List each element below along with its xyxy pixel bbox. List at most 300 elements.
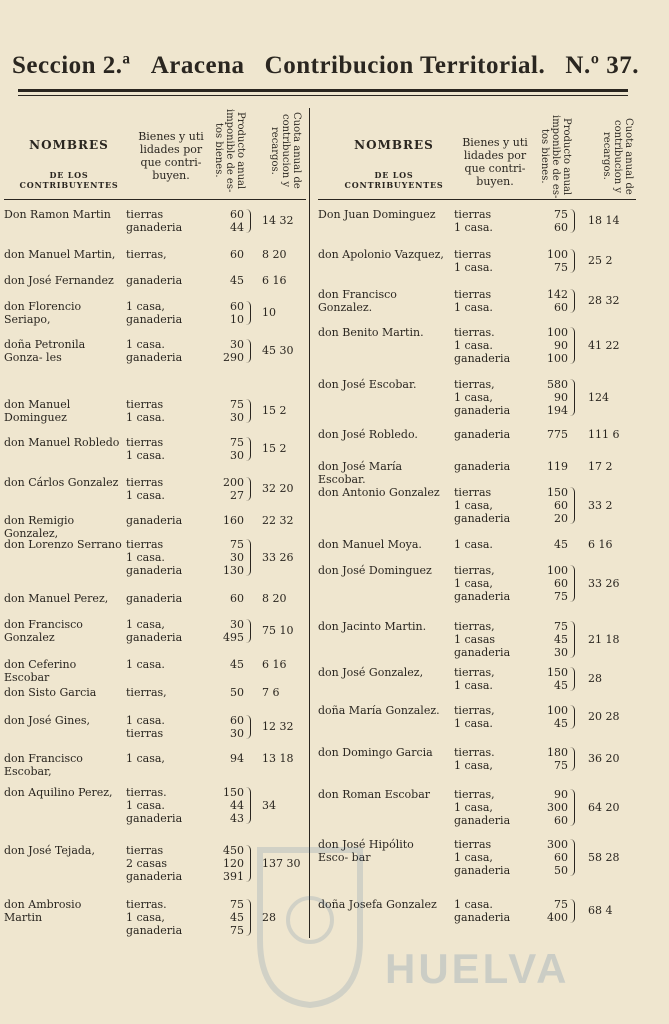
product-value: 400 bbox=[547, 911, 568, 924]
contributor-name: don José Hipólito Esco- bar bbox=[318, 838, 414, 864]
asset-list bbox=[126, 898, 182, 937]
cuota-value: 33 26 bbox=[262, 550, 294, 564]
asset-list bbox=[126, 208, 182, 234]
cuota-value: 22 32 bbox=[262, 513, 294, 527]
header-producto-right: Producto anual imponible de es- tos bienes. bbox=[539, 114, 572, 199]
table-row bbox=[4, 208, 306, 238]
brace bbox=[570, 789, 575, 826]
product-values bbox=[208, 248, 244, 261]
product-values bbox=[208, 658, 244, 671]
product-value: 194 bbox=[547, 404, 568, 417]
table-row bbox=[318, 459, 636, 486]
table-row bbox=[318, 538, 636, 555]
table-row bbox=[4, 300, 306, 330]
brace bbox=[246, 437, 251, 461]
asset-list bbox=[126, 476, 165, 502]
contributor-name: don Manuel Martin, bbox=[4, 248, 116, 261]
asset-item: tierras. bbox=[454, 746, 495, 759]
contributor-name: don José Gonzalez, bbox=[318, 666, 424, 679]
archive-stamp bbox=[250, 830, 370, 1010]
product-values bbox=[532, 898, 568, 924]
product-value: 30 bbox=[230, 618, 244, 631]
asset-item: 1 casa. bbox=[126, 449, 165, 462]
product-values bbox=[208, 398, 244, 424]
cuota-value: 28 bbox=[262, 910, 276, 924]
product-values bbox=[208, 208, 244, 234]
asset-item: 1 casa, bbox=[454, 499, 493, 512]
product-values bbox=[532, 788, 568, 827]
asset-list bbox=[126, 714, 165, 740]
product-value: 45 bbox=[554, 538, 568, 551]
header-nombres-right: NOMBRES DE LOS CONTRIBUYENTES bbox=[344, 138, 444, 190]
brace bbox=[246, 209, 251, 233]
asset-item: tierras bbox=[126, 476, 164, 489]
product-values bbox=[532, 838, 568, 877]
brace bbox=[246, 787, 251, 824]
title-numero: N.º 37. bbox=[565, 52, 639, 79]
asset-item: tierras bbox=[126, 727, 164, 740]
title-pueblo: Aracena bbox=[150, 52, 245, 79]
asset-list bbox=[454, 486, 510, 525]
table-row bbox=[4, 686, 306, 703]
product-values bbox=[208, 436, 244, 462]
header-rule-right bbox=[318, 199, 636, 200]
product-value: 60 bbox=[554, 814, 568, 827]
product-value: 300 bbox=[547, 838, 568, 851]
product-value: 60 bbox=[554, 577, 568, 590]
asset-item: tierras bbox=[454, 208, 492, 221]
asset-item: 1 casa, bbox=[126, 618, 165, 631]
asset-item: 1 casa. bbox=[454, 221, 493, 234]
product-value: 75 bbox=[230, 538, 244, 551]
asset-item: ganaderia bbox=[126, 631, 183, 644]
contributor-name: doña Petronila Gonza- les bbox=[4, 338, 86, 364]
contributor-name: don Manuel Moya. bbox=[318, 538, 422, 551]
asset-list bbox=[454, 378, 510, 417]
product-values bbox=[532, 486, 568, 525]
brace bbox=[570, 565, 575, 602]
brace bbox=[570, 249, 575, 273]
product-values bbox=[208, 686, 244, 699]
product-value: 30 bbox=[230, 551, 244, 564]
brace bbox=[570, 289, 575, 313]
asset-item: ganaderia bbox=[126, 351, 183, 364]
asset-item: tierras. bbox=[126, 898, 167, 911]
contributor-name: don José Tejada, bbox=[4, 844, 95, 857]
asset-item: ganaderia bbox=[454, 646, 511, 659]
contributor-name: don Manuel Robledo bbox=[4, 436, 120, 449]
table-row bbox=[318, 208, 636, 238]
asset-item: 1 casa, bbox=[454, 577, 493, 590]
contributor-name: don Antonio Gonzalez bbox=[318, 486, 440, 499]
asset-item: ganaderia bbox=[126, 812, 183, 825]
contributor-name: don Benito Martin. bbox=[318, 326, 424, 339]
product-value: 50 bbox=[554, 864, 568, 877]
contributor-name: don Manuel Perez, bbox=[4, 592, 109, 605]
asset-list bbox=[126, 786, 182, 825]
asset-item: ganaderia bbox=[126, 274, 183, 287]
contributor-name: don Manuel Dominguez bbox=[4, 398, 71, 424]
asset-item: tierras bbox=[454, 838, 492, 851]
asset-item: ganaderia bbox=[126, 870, 183, 883]
asset-item: ganaderia bbox=[126, 564, 183, 577]
cuota-value: 34 bbox=[262, 798, 276, 812]
asset-list bbox=[126, 300, 182, 326]
cuota-value: 13 18 bbox=[262, 751, 294, 765]
asset-item: 2 casas bbox=[126, 857, 168, 870]
asset-item: ganaderia bbox=[126, 924, 183, 937]
contributor-name: don Francisco Gonzalez. bbox=[318, 288, 397, 314]
product-value: 75 bbox=[554, 208, 568, 221]
product-value: 100 bbox=[547, 248, 568, 261]
contributor-name: don José María Escobar. bbox=[318, 460, 403, 486]
cuota-value: 10 bbox=[262, 306, 276, 319]
product-values bbox=[208, 300, 244, 326]
contributor-name: don Ceferino Escobar bbox=[4, 658, 77, 684]
asset-item: tierras, bbox=[454, 620, 495, 633]
product-value: 75 bbox=[554, 620, 568, 633]
product-values bbox=[532, 564, 568, 603]
product-values bbox=[208, 338, 244, 364]
product-value: 60 bbox=[230, 714, 244, 727]
asset-list bbox=[126, 752, 165, 765]
header-cuota: Cuota anual de contribucion y recargos. bbox=[269, 112, 302, 189]
brace bbox=[246, 339, 251, 363]
contributor-name: don Sisto Garcia bbox=[4, 686, 97, 699]
asset-list bbox=[126, 248, 167, 261]
asset-list bbox=[126, 686, 167, 699]
product-value: 60 bbox=[230, 208, 244, 221]
brace bbox=[570, 487, 575, 524]
product-values bbox=[208, 752, 244, 765]
product-values bbox=[532, 666, 568, 692]
table-row bbox=[318, 788, 636, 831]
product-value: 75 bbox=[230, 436, 244, 449]
asset-list bbox=[126, 514, 182, 527]
asset-list bbox=[126, 538, 182, 577]
cuota-value: 25 2 bbox=[588, 254, 613, 267]
product-values bbox=[208, 592, 244, 605]
asset-item: 1 casa. bbox=[454, 301, 493, 314]
asset-item: ganaderia bbox=[126, 221, 183, 234]
cuota-value: 20 28 bbox=[588, 710, 620, 723]
asset-item: tierras bbox=[126, 436, 164, 449]
asset-item: 1 casa. bbox=[126, 714, 165, 727]
brace bbox=[570, 621, 575, 658]
product-value: 75 bbox=[230, 398, 244, 411]
product-values bbox=[208, 514, 244, 527]
contributor-name: don Cárlos Gonzalez bbox=[4, 476, 119, 489]
table-row bbox=[4, 436, 306, 466]
cuota-value: 18 14 bbox=[588, 214, 620, 227]
asset-item: tierras, bbox=[126, 686, 167, 699]
product-value: 775 bbox=[547, 428, 568, 441]
cuota-value: 6 16 bbox=[262, 657, 287, 671]
asset-list bbox=[126, 844, 182, 883]
product-value: 30 bbox=[230, 338, 244, 351]
asset-list bbox=[454, 564, 510, 603]
cuota-value: 33 26 bbox=[588, 576, 620, 590]
table-row bbox=[318, 746, 636, 776]
product-value: 45 bbox=[230, 274, 244, 287]
asset-list bbox=[454, 428, 510, 441]
title-contribucion: Contribucion Territorial. bbox=[264, 52, 546, 79]
product-values bbox=[208, 274, 244, 287]
cuota-value: 17 2 bbox=[588, 459, 613, 473]
title-rule bbox=[18, 89, 628, 92]
product-values bbox=[532, 428, 568, 441]
brace bbox=[246, 715, 251, 739]
product-value: 495 bbox=[223, 631, 244, 644]
asset-item: ganaderia bbox=[454, 911, 511, 924]
cuota-value: 68 4 bbox=[588, 904, 613, 917]
product-value: 60 bbox=[554, 851, 568, 864]
product-value: 150 bbox=[223, 786, 244, 799]
product-values bbox=[532, 208, 568, 234]
contributor-name: don Francisco Escobar, bbox=[4, 752, 83, 778]
asset-item: ganaderia bbox=[454, 404, 511, 417]
asset-list bbox=[126, 658, 165, 671]
asset-item: tierras bbox=[454, 248, 492, 261]
asset-item: tierras bbox=[126, 844, 164, 857]
product-value: 30 bbox=[230, 411, 244, 424]
asset-list bbox=[126, 592, 182, 605]
product-value: 100 bbox=[547, 352, 568, 365]
asset-list bbox=[454, 704, 495, 730]
table-row bbox=[4, 274, 306, 291]
watermark-text: HUELVA bbox=[385, 945, 570, 992]
product-values bbox=[208, 538, 244, 577]
table-row bbox=[4, 751, 306, 778]
asset-item: ganaderia bbox=[454, 460, 511, 473]
product-value: 75 bbox=[554, 759, 568, 772]
product-value: 90 bbox=[554, 339, 568, 352]
asset-item: tierras bbox=[454, 288, 492, 301]
asset-item: 1 casas bbox=[454, 633, 496, 646]
product-values bbox=[208, 844, 244, 883]
product-values bbox=[208, 898, 244, 937]
product-value: 60 bbox=[230, 300, 244, 313]
table-row bbox=[318, 248, 636, 278]
asset-list bbox=[454, 326, 510, 365]
asset-item: 1 casa, bbox=[454, 391, 493, 404]
brace bbox=[570, 899, 575, 923]
cuota-value: 64 20 bbox=[588, 800, 620, 814]
table-row bbox=[4, 338, 306, 368]
cuota-value: 137 30 bbox=[262, 856, 301, 870]
header-nombres: NOMBRES DE LOS CONTRIBUYENTES bbox=[19, 138, 119, 190]
product-value: 450 bbox=[223, 844, 244, 857]
asset-item: 1 casa, bbox=[454, 759, 493, 772]
product-values bbox=[532, 460, 568, 473]
cuota-value: 111 6 bbox=[588, 427, 620, 441]
contributor-name: don José Dominguez bbox=[318, 564, 432, 577]
contributor-name: don Remigio Gonzalez, bbox=[4, 514, 75, 540]
contributor-name: don Florencio Seriapo, bbox=[4, 300, 82, 326]
asset-item: 1 casa, bbox=[126, 752, 165, 765]
product-values bbox=[532, 620, 568, 659]
asset-item: ganaderia bbox=[126, 313, 183, 326]
table-row bbox=[318, 620, 636, 663]
table-row bbox=[318, 704, 636, 734]
asset-item: tierras, bbox=[454, 704, 495, 717]
cuota-value: 28 bbox=[588, 672, 602, 685]
product-values bbox=[208, 714, 244, 740]
brace bbox=[570, 379, 575, 416]
header-producto: Producto anual imponible de es- tos bienes. bbox=[213, 108, 246, 193]
brace bbox=[570, 747, 575, 771]
brace bbox=[246, 301, 251, 325]
table-row bbox=[4, 476, 306, 506]
product-values bbox=[532, 538, 568, 551]
contributor-name: don José Gines, bbox=[4, 714, 90, 727]
asset-list bbox=[126, 274, 182, 287]
header-bienes: Bienes y uti lidades por que contri- buyen. bbox=[138, 130, 204, 182]
cuota-value: 124 bbox=[588, 390, 609, 404]
asset-list bbox=[454, 288, 493, 314]
asset-item: 1 casa. bbox=[126, 489, 165, 502]
asset-item: 1 casa. bbox=[126, 411, 165, 424]
product-values bbox=[532, 704, 568, 730]
product-value: 50 bbox=[230, 686, 244, 699]
asset-item: 1 casa, bbox=[126, 911, 165, 924]
asset-item: 1 casa, bbox=[454, 801, 493, 814]
contributor-name: don Jacinto Martin. bbox=[318, 620, 427, 633]
page-title bbox=[12, 52, 639, 88]
brace bbox=[570, 209, 575, 233]
cuota-value: 6 16 bbox=[588, 537, 613, 551]
asset-item: 1 casa, bbox=[126, 300, 165, 313]
asset-list bbox=[454, 838, 510, 877]
product-value: 60 bbox=[554, 221, 568, 234]
title-rule-thin bbox=[18, 95, 628, 96]
table-row bbox=[4, 657, 306, 684]
asset-item: 1 casa. bbox=[454, 717, 493, 730]
product-value: 45 bbox=[554, 633, 568, 646]
asset-list bbox=[454, 788, 510, 827]
left-header bbox=[4, 100, 306, 200]
table-row bbox=[318, 326, 636, 369]
asset-item: ganaderia bbox=[454, 814, 511, 827]
product-value: 180 bbox=[547, 746, 568, 759]
asset-item: ganaderia bbox=[454, 428, 511, 441]
asset-item: tierras bbox=[126, 398, 164, 411]
asset-item: 1 casa. bbox=[454, 538, 493, 551]
cuota-value: 28 32 bbox=[588, 294, 620, 307]
product-value: 30 bbox=[230, 727, 244, 740]
product-value: 90 bbox=[554, 391, 568, 404]
asset-item: ganaderia bbox=[454, 590, 511, 603]
asset-item: tierras, bbox=[454, 666, 495, 679]
asset-item: tierras, bbox=[454, 788, 495, 801]
product-value: 45 bbox=[554, 717, 568, 730]
brace bbox=[570, 839, 575, 876]
product-value: 45 bbox=[230, 658, 244, 671]
asset-list bbox=[126, 338, 182, 364]
table-row bbox=[318, 666, 636, 696]
product-value: 130 bbox=[223, 564, 244, 577]
table-row bbox=[4, 786, 306, 829]
product-value: 44 bbox=[230, 799, 244, 812]
product-values bbox=[208, 476, 244, 502]
table-row bbox=[318, 486, 636, 529]
product-value: 43 bbox=[230, 812, 244, 825]
cuota-value: 6 16 bbox=[262, 273, 287, 287]
header-bienes-right: Bienes y uti lidades por que contri- buyen. bbox=[462, 136, 528, 188]
asset-item: 1 casa. bbox=[126, 338, 165, 351]
asset-item: 1 casa. bbox=[454, 261, 493, 274]
asset-list bbox=[126, 436, 165, 462]
brace bbox=[246, 477, 251, 501]
product-value: 75 bbox=[230, 924, 244, 937]
asset-item: ganaderia bbox=[454, 352, 511, 365]
product-value: 94 bbox=[230, 752, 244, 765]
product-value: 27 bbox=[230, 489, 244, 502]
asset-list bbox=[454, 538, 493, 551]
contributor-name: don Roman Escobar bbox=[318, 788, 431, 801]
product-value: 60 bbox=[230, 248, 244, 261]
cuota-value: 41 22 bbox=[588, 338, 620, 352]
asset-list bbox=[454, 666, 495, 692]
product-value: 119 bbox=[547, 460, 568, 473]
product-value: 75 bbox=[554, 898, 568, 911]
asset-item: 1 casa. bbox=[454, 679, 493, 692]
product-value: 60 bbox=[554, 301, 568, 314]
cuota-value: 75 10 bbox=[262, 624, 294, 637]
asset-item: 1 casa. bbox=[454, 339, 493, 352]
product-values bbox=[532, 746, 568, 772]
product-value: 290 bbox=[223, 351, 244, 364]
asset-list bbox=[454, 620, 510, 659]
product-value: 580 bbox=[547, 378, 568, 391]
contributor-name: don Lorenzo Serrano bbox=[4, 538, 122, 551]
asset-item: tierras, bbox=[454, 378, 495, 391]
brace bbox=[246, 619, 251, 643]
product-value: 100 bbox=[547, 564, 568, 577]
table-row bbox=[4, 398, 306, 428]
product-value: 150 bbox=[547, 666, 568, 679]
product-value: 45 bbox=[230, 911, 244, 924]
product-values bbox=[208, 786, 244, 825]
asset-item: 1 casa, bbox=[454, 851, 493, 864]
asset-list bbox=[126, 618, 182, 644]
cuota-value: 7 6 bbox=[262, 685, 280, 699]
cuota-value: 45 30 bbox=[262, 344, 294, 357]
contributor-name: Don Ramon Martin bbox=[4, 208, 111, 221]
product-value: 300 bbox=[547, 801, 568, 814]
product-value: 90 bbox=[554, 788, 568, 801]
product-value: 30 bbox=[230, 449, 244, 462]
product-value: 75 bbox=[554, 590, 568, 603]
right-column bbox=[318, 100, 636, 944]
asset-item: 1 casa. bbox=[126, 551, 165, 564]
table-row bbox=[318, 428, 636, 445]
product-values bbox=[532, 326, 568, 365]
cuota-value: 8 20 bbox=[262, 591, 287, 605]
asset-list bbox=[454, 746, 495, 772]
left-column bbox=[4, 100, 306, 944]
product-value: 120 bbox=[223, 857, 244, 870]
asset-item: ganaderia bbox=[454, 864, 511, 877]
asset-item: tierras. bbox=[454, 326, 495, 339]
cuota-value: 32 20 bbox=[262, 482, 294, 495]
product-value: 44 bbox=[230, 221, 244, 234]
table-row bbox=[4, 618, 306, 648]
asset-item: ganaderia bbox=[126, 514, 183, 527]
asset-list bbox=[454, 898, 510, 924]
product-value: 100 bbox=[547, 326, 568, 339]
brace bbox=[570, 667, 575, 691]
